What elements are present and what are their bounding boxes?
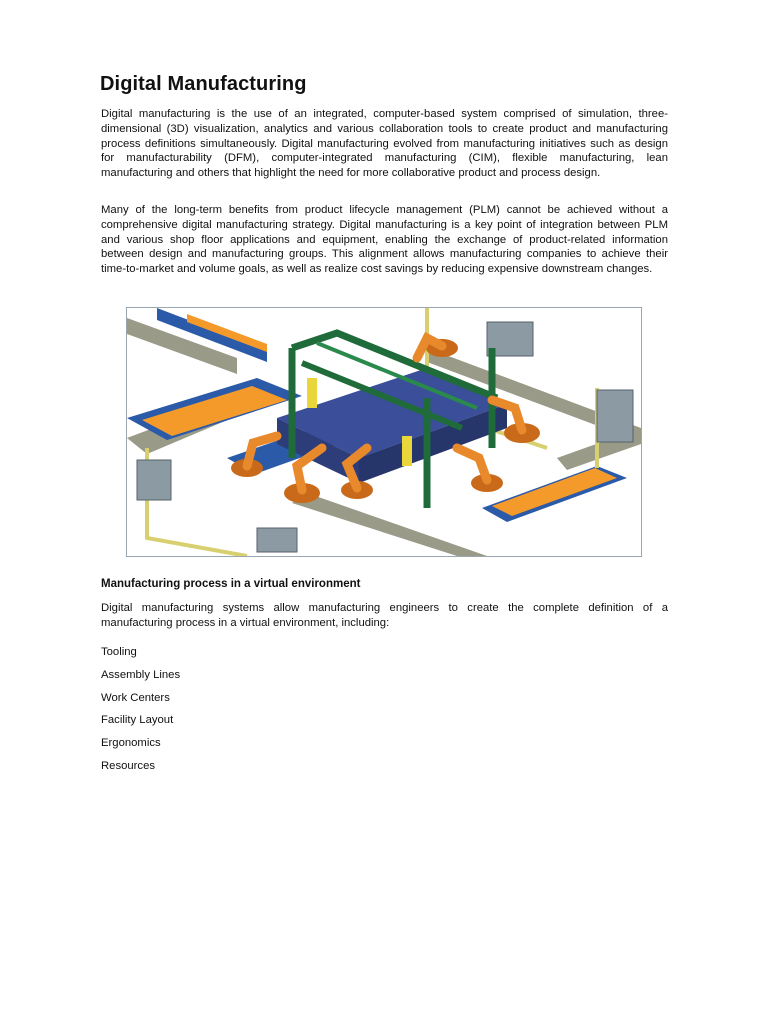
yellow-clamp	[307, 378, 317, 408]
walkway	[292, 493, 487, 556]
list-item: Work Centers	[101, 691, 170, 704]
manufacturing-cell-illustration	[126, 307, 642, 557]
plm-paragraph: Many of the long-term benefits from product lifecycle management (PLM) cannot be achieved without a comprehensive digital manufacturing strategy. Digital manufacturing is a key point of integration between PLM and various shop floor applications and equipment, enabling the exchange of product-related information between design and manufacturing groups. This alignment allows manufacturing companies to achieve their time-to-market and volume goals, as well as realize cost savings by reducing expensive downstream changes.	[101, 204, 668, 276]
robot-arm	[417, 338, 458, 358]
factory-layout-graphic	[127, 308, 641, 556]
page-title: Digital Manufacturing	[100, 73, 307, 95]
robot-arm	[457, 448, 503, 492]
control-cabinet	[597, 390, 633, 442]
section-heading: Manufacturing process in a virtual environment	[101, 578, 361, 590]
intro-paragraph: Digital manufacturing is the use of an integrated, computer-based system comprised of simulation, three-dimensional (3D) visualization, analytics and various collaboration tools to create product and manufacturing process definitions simultaneously. Digital manufacturing evolved from manufacturing initiatives such as design for manufacturability (DFM), computer-integrated manufacturing (CIM), flexible manufacturing, lean manufacturing and others that highlight the need for more collaborative product and process design.	[101, 108, 668, 180]
list-item: Assembly Lines	[101, 668, 181, 681]
control-cabinet	[137, 460, 171, 500]
section-paragraph: Digital manufacturing systems allow manufacturing engineers to create the complete definition of a manufacturing process in a virtual environment, including:	[101, 602, 668, 629]
list-item: Facility Layout	[101, 714, 174, 727]
capability-list	[101, 645, 180, 782]
orange-part	[492, 468, 617, 516]
control-cabinet	[257, 528, 297, 552]
list-item: Tooling	[101, 646, 137, 658]
yellow-clamp	[402, 436, 412, 466]
list-item: Resources	[101, 759, 155, 772]
list-item: Ergonomics	[101, 737, 161, 750]
